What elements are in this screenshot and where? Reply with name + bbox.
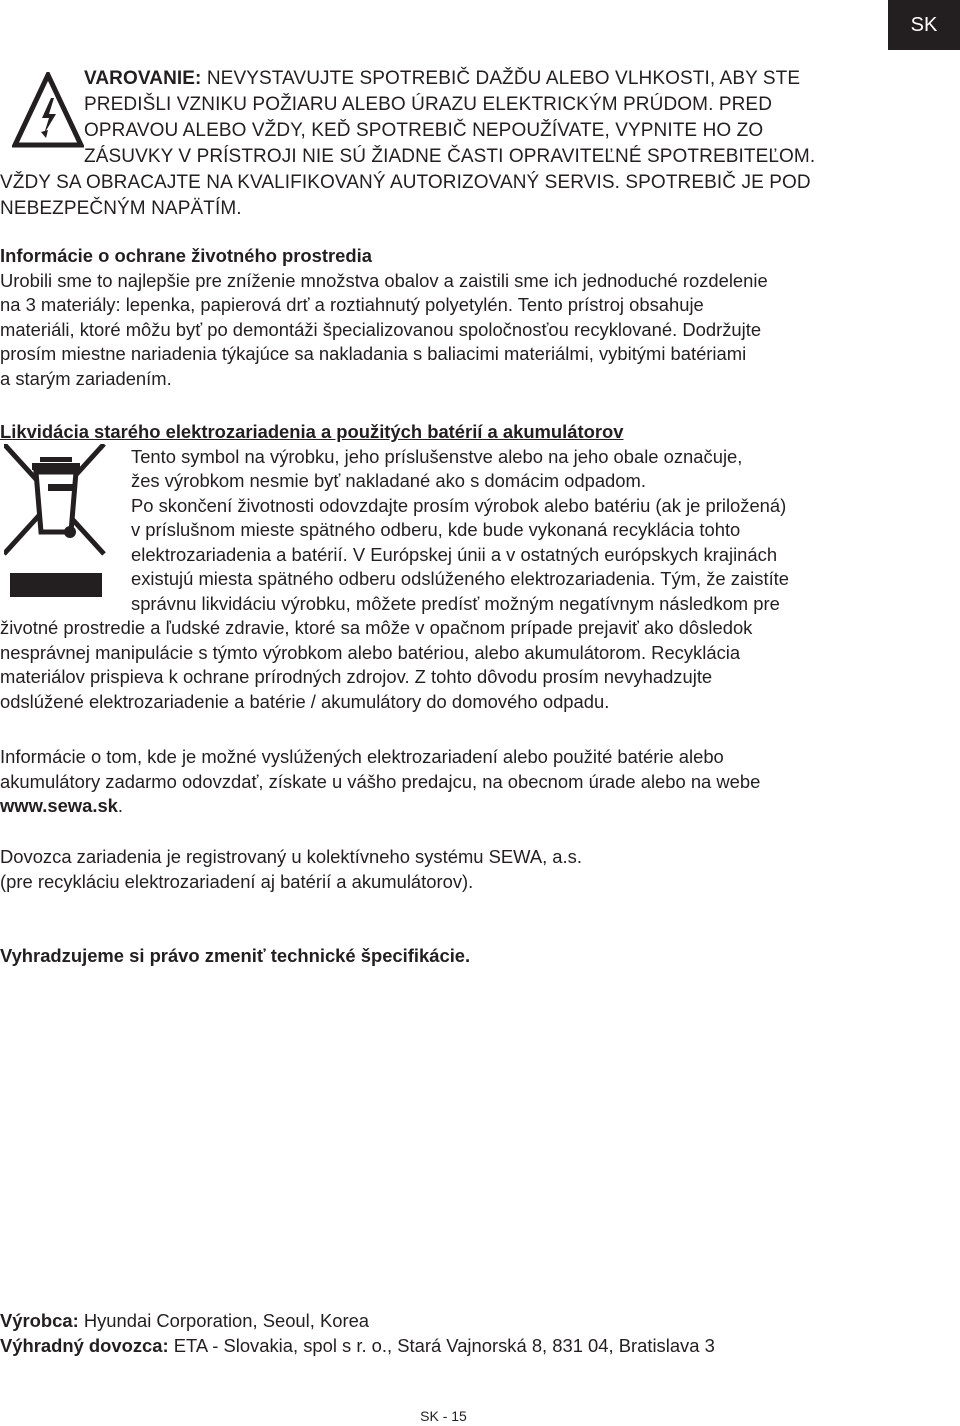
environment-section [0, 244, 900, 391]
disposal-line: správnu likvidáciu výrobku, môžete predísť možným negatívnym následkom pre [131, 592, 780, 614]
disposal-line: v príslušnom mieste spätného odberu, kde bude vykonaná recyklácia tohto [131, 519, 741, 540]
disposal-line: existujú miesta spätného odberu odslúženého elektrozariadenia. Tým, že zaistíte [131, 568, 790, 589]
safety-warning [0, 66, 900, 222]
page-number: SK - 15 [420, 1408, 467, 1424]
reserve-notice: Vyhradzujeme si právo zmeniť technické špecifikácie. [0, 945, 471, 966]
warning-line-5: VŽDY SA OBRACAJTE NA KVALIFIKOVANÝ AUTORIZOVANÝ SERVIS. SPOTREBIČ JE POD [0, 172, 811, 193]
manufacturer-value: Hyundai Corporation, Seoul, Korea [78, 1310, 370, 1331]
language-tab: SK [888, 0, 960, 50]
environment-line: materiáli, ktoré môžu byť po demontáži špecializovanou spoločnosťou recyklované. Dodržujte [0, 318, 762, 340]
reserve-section [0, 944, 900, 969]
environment-line: Urobili sme to najlepšie pre zníženie množstva obalov a zaistili sme ich jednoduché rozdelenie [0, 269, 768, 291]
warning-line-2: PREDIŠLI VZNIKU POŽIARU ALEBO ÚRAZU ELEKTRICKÝM PRÚDOM. PRED [84, 94, 773, 115]
disposal-heading: Likvidácia starého elektrozariadenia a použitých batérií a akumulátorov [0, 421, 624, 442]
disposal-line: materiálov prispieva k ochrane prírodných zdrojov. Z tohto dôvodu prosím nevyhadzujte [0, 666, 713, 687]
environment-heading: Informácie o ochrane životného prostredia [0, 245, 372, 266]
disposal-line: žes výrobkom nesmie byť nakladané ako s domácim odpadom. [131, 470, 646, 491]
disposal-line: Tento symbol na výrobku, jeho príslušenstve alebo na jeho obale označuje, [131, 445, 743, 467]
importer-line-2: (pre recykláciu elektrozariadení aj batérií a akumulátorov). [0, 870, 474, 892]
exclusive-importer-value: ETA - Slovakia, spol s r. o., Stará Vajnorská 8, 831 04, Bratislava 3 [168, 1334, 715, 1356]
disposal-line: nesprávnej manipulácie s týmto výrobkom alebo batériou, alebo akumulátorom. Recyklácia [0, 641, 741, 663]
info-url-suffix: . [117, 795, 124, 816]
exclusive-importer-label: Výhradný dovozca: [0, 1334, 169, 1356]
disposal-line: Po skončení životnosti odovzdajte prosím výrobok alebo batériu (ak je priložená) [131, 494, 787, 516]
warning-line-1: NEVYSTAVUJTE SPOTREBIČ DAŽĎU ALEBO VLHKOSTI, ABY STE [201, 68, 801, 89]
environment-line: na 3 materiály: lepenka, papierová drť a roztiahnutý polyetylén. Tento prístroj obsahuje [0, 294, 704, 315]
sewa-link[interactable]: www.sewa.sk [0, 795, 118, 816]
disposal-line: odslúžené elektrozariadenie a batérie / akumulátory do domového odpadu. [0, 690, 610, 712]
manufacturer-section [0, 1309, 900, 1358]
disposal-line: elektrozariadenia a batérií. V Európskej únii a v ostatných európskych krajinách [131, 543, 778, 565]
warning-line-3: OPRAVOU ALEBO VŽDY, KEĎ SPOTREBIČ NEPOUŽÍVATE, VYPNITE HO ZO [84, 120, 764, 141]
warning-line-4: ZÁSUVKY V PRÍSTROJI NIE SÚ ŽIADNE ČASTI OPRAVITEĽNÉ SPOTREBITEĽOM. [84, 146, 816, 167]
warning-label: VAROVANIE: [84, 68, 202, 89]
importer-section [0, 845, 900, 894]
disposal-section [0, 420, 900, 714]
disposal-line: životné prostredie a ľudské zdravie, ktoré sa môže v opačnom prípade prejaviť ako dôsledok [0, 617, 753, 638]
environment-line: prosím miestne nariadenia týkajúce sa nakladania s baliacimi materiálmi, vybitými batériami [0, 343, 747, 364]
info-line-1: Informácie o tom, kde je možné vyslúžených elektrozariadení alebo použité batérie alebo [0, 746, 724, 767]
manufacturer-label: Výrobca: [0, 1310, 79, 1331]
warning-line-6: NEBEZPEČNÝM NAPÄTÍM. [0, 198, 242, 219]
importer-line-1: Dovozca zariadenia je registrovaný u kolektívneho systému SEWA, a.s. [0, 846, 582, 867]
info-section [0, 745, 900, 819]
info-line-2: akumulátory zadarmo odovzdať, získate u vášho predajcu, na obecnom úrade alebo na webe [0, 770, 761, 792]
environment-line: a starým zariadením. [0, 367, 172, 389]
